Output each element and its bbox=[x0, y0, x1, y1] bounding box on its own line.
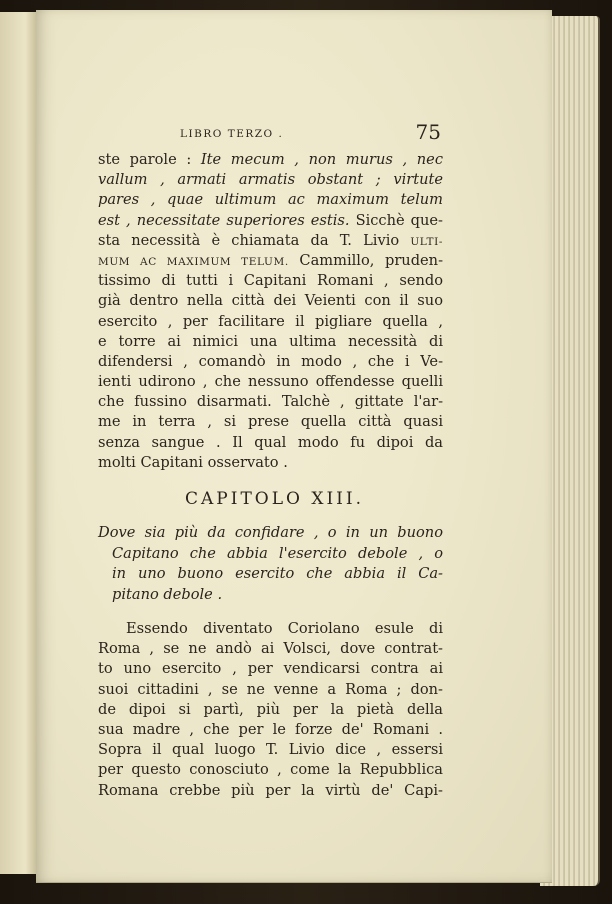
text-line: me in terra , si prese quella città quasi bbox=[98, 413, 443, 431]
text-line: de dipoi si partì, più per la pietà della bbox=[98, 700, 443, 718]
text-line: sta necessità è chiamata da T. Livio ULTI- bbox=[98, 231, 443, 249]
text-line: per questo conosciuto , come la Repubblica bbox=[98, 761, 443, 779]
chapter-subtitle bbox=[98, 523, 443, 605]
facing-page-edge bbox=[0, 12, 37, 874]
text-line: pares , quae ultimum ac maximum telum bbox=[98, 191, 443, 209]
text-line: esercito , per facilitare il pigliare quella , bbox=[98, 312, 443, 330]
text-line: ste parole : Ite mecum , non murus , nec bbox=[98, 151, 443, 168]
text-line: sua madre , che per le forze de' Romani . bbox=[98, 720, 443, 738]
page-header bbox=[98, 120, 443, 150]
subtitle-line: Capitano che abbia l'esercito debole , o bbox=[112, 544, 443, 562]
text-line: difendersi , comandò in modo , che i Ve- bbox=[98, 352, 443, 370]
text-line: Romana crebbe più per la virtù de' Capi- bbox=[98, 781, 443, 799]
text-line: Roma , se ne andò ai Volsci, dove contrat- bbox=[98, 640, 443, 658]
text-line: ienti udirono , che nessuno offendesse quelli bbox=[98, 373, 443, 391]
running-title: LIBRO TERZO . bbox=[180, 128, 284, 140]
page-number: 75 bbox=[415, 120, 441, 144]
subtitle-line: Dove sia più da confidare , o in un buono bbox=[98, 524, 443, 541]
book-page bbox=[36, 10, 552, 883]
text-line: e torre ai nimici una ultima necessità di bbox=[98, 332, 443, 350]
text-line: già dentro nella città dei Veienti con il suo bbox=[98, 292, 443, 310]
text-line: vallum , armati armatis obstant ; virtute bbox=[98, 171, 443, 189]
text-line: Sopra il qual luogo T. Livio dice , essersi bbox=[98, 741, 443, 759]
text-line: to uno esercito , per vendicarsi contra ai bbox=[98, 660, 443, 678]
text-line: MUM AC MAXIMUM TELUM. Cammillo, pruden- bbox=[98, 251, 443, 269]
text-line: Essendo diventato Coriolano esule di bbox=[126, 620, 443, 637]
text-line: che fussino disarmati. Talchè , gittate l'ar- bbox=[98, 393, 443, 411]
paragraph-1 bbox=[98, 150, 443, 473]
text-line: tissimo di tutti i Capitani Romani , sendo bbox=[98, 272, 443, 290]
text-line: molti Capitani osservato . bbox=[98, 453, 288, 471]
text-block bbox=[98, 120, 443, 801]
chapter-title: CAPITOLO XIII. bbox=[185, 489, 364, 509]
subtitle-line: in uno buono esercito che abbia il Ca- bbox=[112, 565, 443, 582]
subtitle-line: pitano debole . bbox=[112, 585, 223, 603]
paragraph-2 bbox=[98, 619, 443, 801]
text-line: senza sangue . Il qual modo fu dipoi da bbox=[98, 433, 443, 451]
text-line: est , necessitate superiores estis. Sicchè que- bbox=[98, 211, 443, 229]
text-line: suoi cittadini , se ne venne a Roma ; don- bbox=[98, 680, 443, 698]
